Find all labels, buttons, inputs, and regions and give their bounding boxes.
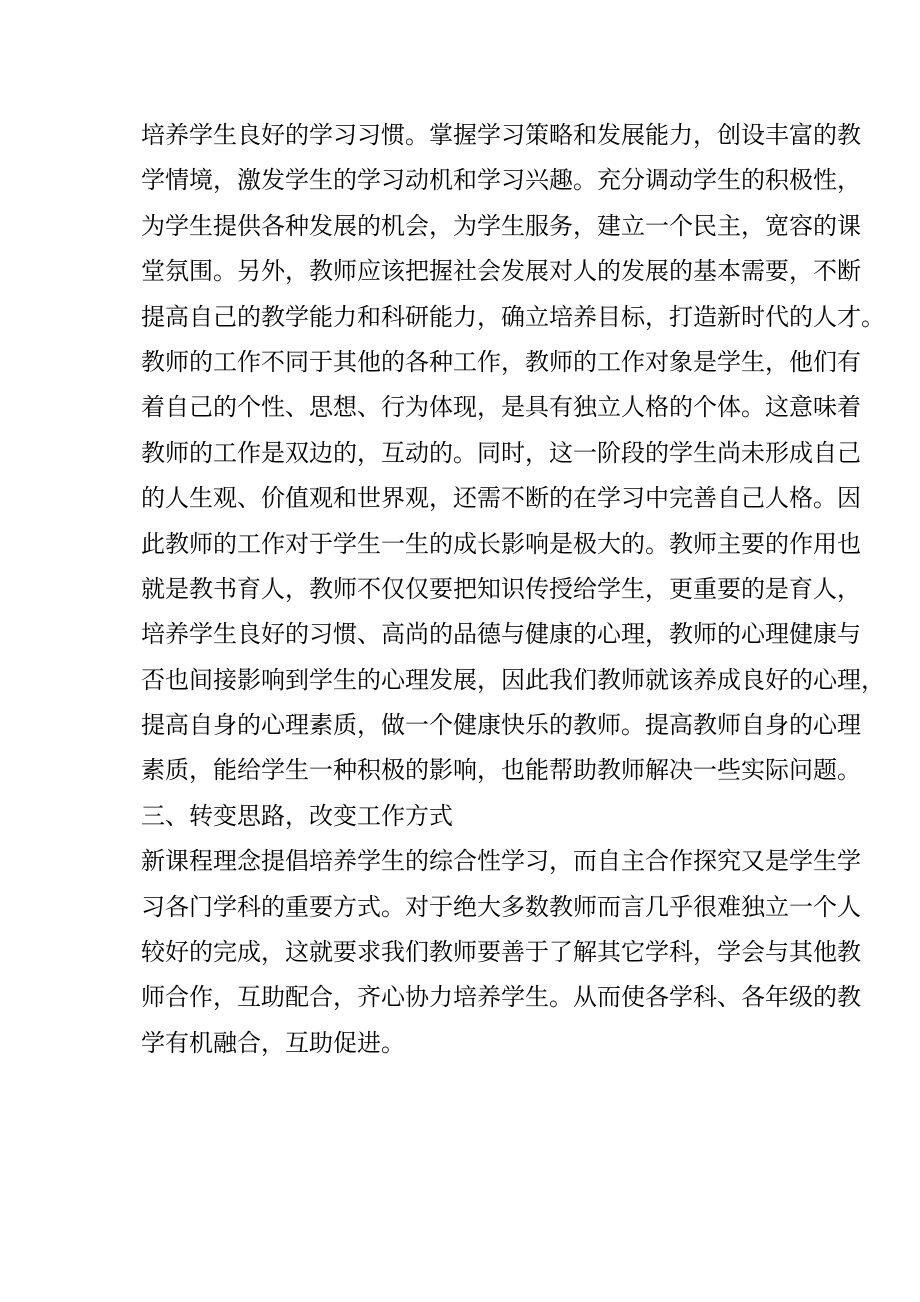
text-line: 的人生观、价值观和世界观，还需不断的在学习中完善自己人格。因	[141, 484, 861, 513]
text-line: 较好的完成，这就要求我们教师要善于了解其它学科，学会与其他教	[141, 938, 861, 967]
text-line: 着自己的个性、思想、行为体现，是具有独立人格的个体。这意味着	[141, 393, 861, 422]
section-heading: 三、转变思路，改变工作方式	[141, 801, 453, 830]
text-line: 为学生提供各种发展的机会，为学生服务，建立一个民主，宽容的课	[141, 211, 861, 240]
text-line: 学有机融合，互助促进。	[141, 1028, 405, 1057]
text-line: 教师的工作不同于其他的各种工作，教师的工作对象是学生，他们有	[141, 347, 861, 376]
text-line: 培养学生良好的学习习惯。掌握学习策略和发展能力，创设丰富的教	[141, 121, 861, 149]
text-line: 师合作，互助配合，齐心协力培养学生。从而使各学科、各年级的教	[141, 983, 861, 1012]
body-text	[141, 113, 885, 1066]
text-line: 就是教书育人，教师不仅仅要把知识传授给学生，更重要的是育人，	[141, 574, 861, 603]
text-line: 学情境，激发学生的学习动机和学习兴趣。充分调动学生的积极性，	[141, 166, 861, 195]
text-line: 提高自己的教学能力和科研能力，确立培养目标，打造新时代的人才。	[141, 302, 885, 331]
text-line: 此教师的工作对于学生一生的成长影响是极大的。教师主要的作用也	[141, 529, 861, 558]
text-line: 新课程理念提倡培养学生的综合性学习，而自主合作探究又是学生学	[141, 847, 861, 876]
text-line: 否也间接影响到学生的心理发展，因此我们教师就该养成良好的心理，	[141, 665, 885, 694]
text-line: 培养学生良好的习惯、高尚的品德与健康的心理，教师的心理健康与	[141, 620, 861, 649]
text-line: 习各门学科的重要方式。对于绝大多数教师而言几乎很难独立一个人	[141, 892, 861, 921]
text-line: 教师的工作是双边的，互动的。同时，这一阶段的学生尚未形成自己	[141, 438, 861, 467]
text-line: 素质，能给学生一种积极的影响，也能帮助教师解决一些实际问题。	[141, 756, 861, 785]
text-line: 堂氛围。另外，教师应该把握社会发展对人的发展的基本需要，不断	[141, 257, 861, 286]
text-line: 提高自身的心理素质，做一个健康快乐的教师。提高教师自身的心理	[141, 711, 861, 740]
